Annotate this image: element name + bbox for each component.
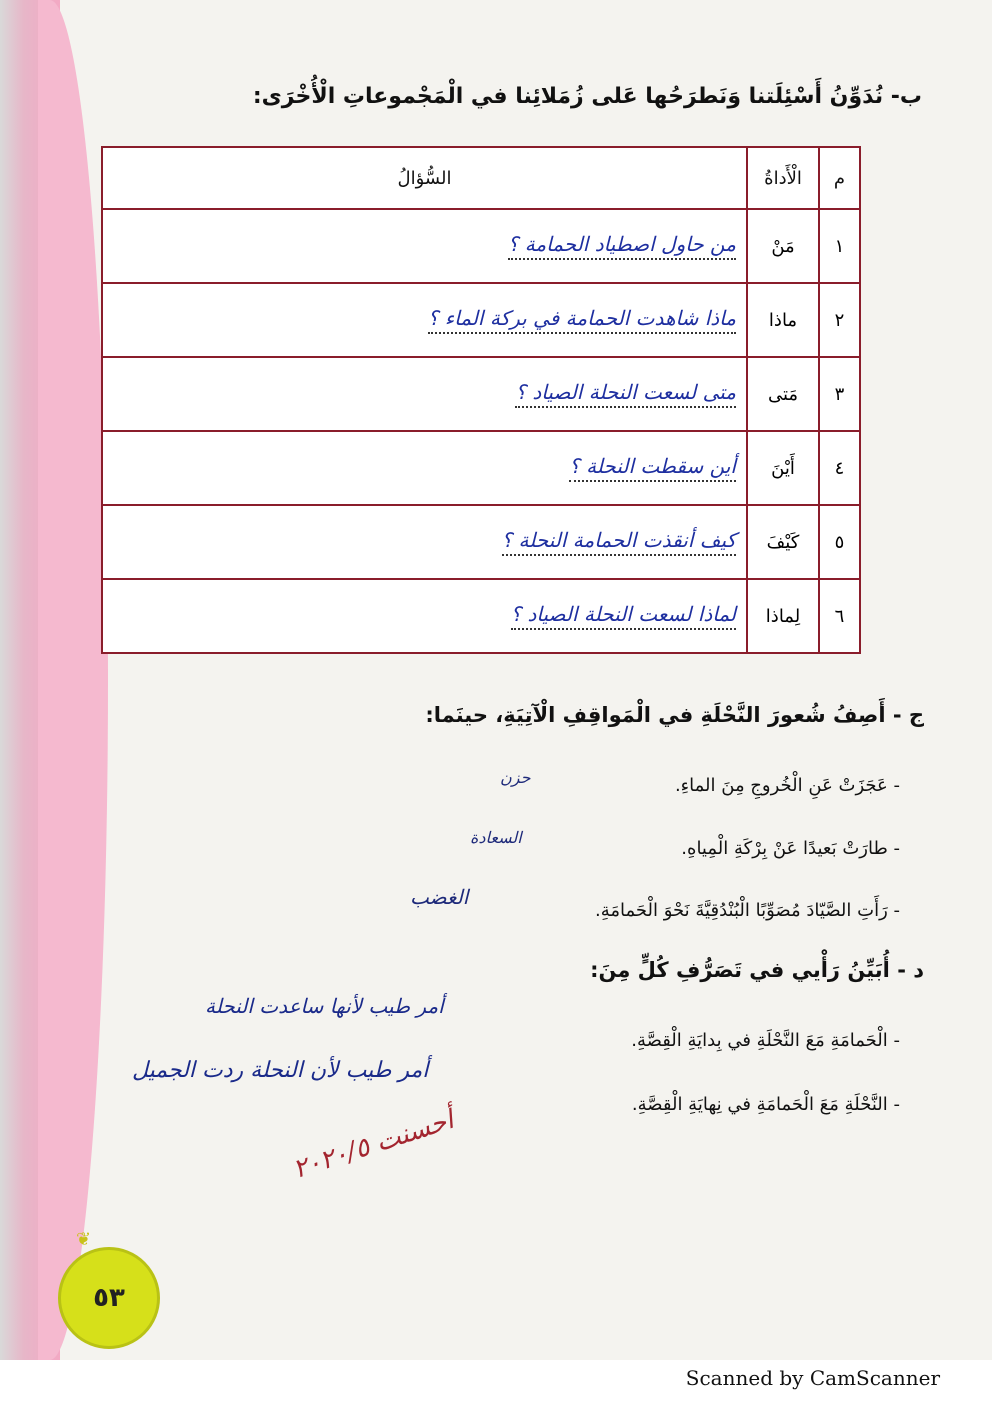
row-number: ٢ (819, 283, 860, 357)
question-tool: لِماذا (747, 579, 819, 653)
table-row (102, 209, 860, 283)
question-tool: ماذا (747, 283, 819, 357)
question-tool: أَيْنَ (747, 431, 819, 505)
feeling-prompt: - طارَتْ بَعيدًا عَنْ بِرْكَةِ الْمِياهِ. (681, 838, 900, 859)
page-number-badge (58, 1247, 160, 1349)
header-question: السُّؤالُ (102, 147, 747, 209)
leaf-icon: ❦ (76, 1229, 92, 1250)
table-header-row (102, 147, 860, 209)
handwritten-question: لماذا لسعت النحلة الصياد ؟ (511, 602, 736, 630)
opinion-answer: أمر طيب لأنها ساعدت النحلة (205, 994, 444, 1018)
feeling-prompt: - عَجَزَتْ عَنِ الْخُروجِ مِنَ الماءِ. (674, 775, 900, 796)
feeling-answer: الغضب (410, 885, 469, 909)
table-row (102, 283, 860, 357)
row-number: ٥ (819, 505, 860, 579)
row-number: ٦ (819, 579, 860, 653)
question-tool: مَتى (747, 357, 819, 431)
handwritten-question: ماذا شاهدت الحمامة في بركة الماء ؟ (428, 306, 736, 334)
section-d-heading: د - أُبَيِّنُ رَأْيي في تَصَرُّفِ كُلٍّ مِنَ: (590, 958, 924, 982)
table-row (102, 505, 860, 579)
page-number: ٥٣ (93, 1283, 125, 1313)
header-num: م (819, 147, 860, 209)
feeling-answer: حزن (500, 768, 531, 787)
questions-table (101, 146, 861, 654)
feeling-prompt: - رَأَتِ الصَّيّادَ مُصَوِّبًا الْبُنْدُقِيَّةَ نَحْوَ الْحَمامَةِ. (595, 900, 900, 921)
row-number: ٣ (819, 357, 860, 431)
table-row (102, 431, 860, 505)
row-number: ٤ (819, 431, 860, 505)
question-tool: كَيْفَ (747, 505, 819, 579)
scanner-footer: Scanned by CamScanner (685, 1366, 940, 1390)
handwritten-question: كيف أنقذت الحمامة النحلة ؟ (502, 528, 736, 556)
opinion-prompt: - النَّحْلَةِ مَعَ الْحَمامَةِ في نِهايَةِ الْقِصَّةِ. (631, 1094, 900, 1115)
teacher-grade-mark: أحسنت ٢٠٢٠/٥ (289, 1104, 458, 1186)
opinion-prompt: - الْحَمامَةِ مَعَ النَّحْلَةِ في بِدايَةِ الْقِصَّةِ. (631, 1030, 900, 1051)
feeling-answer: السعادة (470, 828, 522, 847)
handwritten-question: متى لسعت النحلة الصياد ؟ (515, 380, 736, 408)
handwritten-question: أين سقطت النحلة ؟ (569, 454, 736, 482)
table-row (102, 579, 860, 653)
pink-margin-band (38, 0, 108, 1360)
row-number: ١ (819, 209, 860, 283)
section-b-heading: ب- نُدَوِّنُ أَسْئِلَتنا وَنَطرَحُها عَلى زُمَلائِنا في الْمَجْموعاتِ الْأُخْرَى: (252, 84, 922, 109)
header-tool: الْأَداةُ (747, 147, 819, 209)
table-row (102, 357, 860, 431)
section-c-heading: ج - أَصِفُ شُعورَ النَّحْلَةِ في الْمَواقِفِ الْآتِيَةِ، حينَما: (425, 703, 924, 727)
opinion-answer: أمر طيب لأن النحلة ردت الجميل (132, 1058, 429, 1083)
question-tool: مَنْ (747, 209, 819, 283)
handwritten-question: من حاول اصطياد الحمامة ؟ (508, 232, 736, 260)
